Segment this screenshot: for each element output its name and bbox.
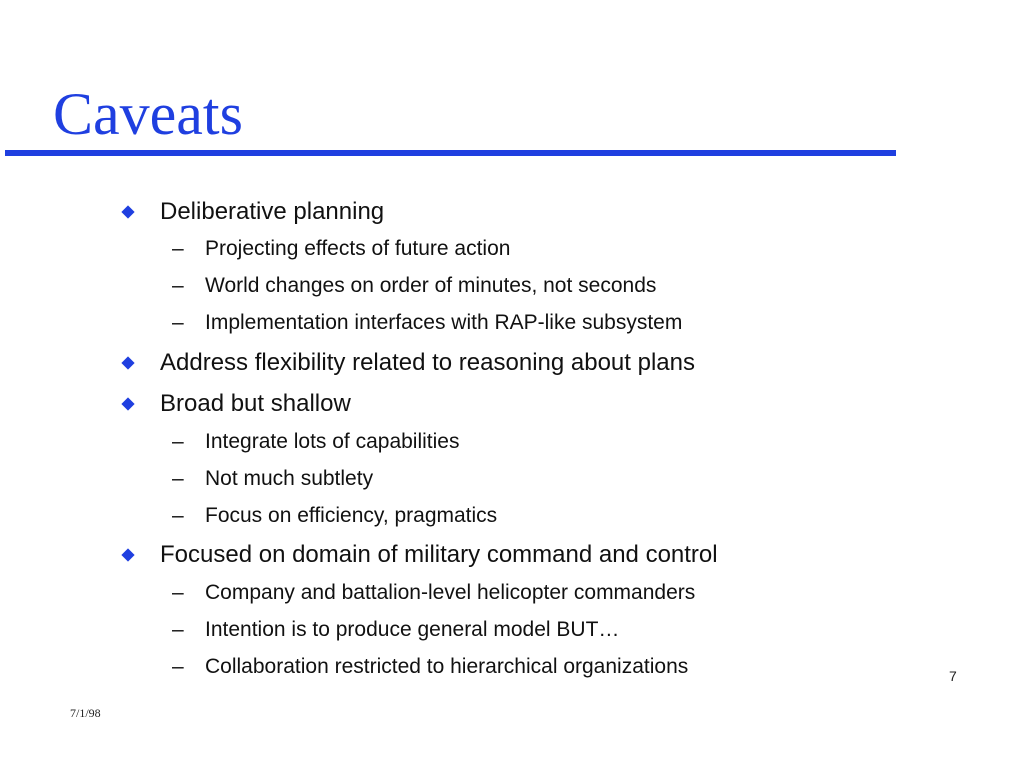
sub-bullet-text: Projecting effects of future action [205, 237, 511, 260]
dash-bullet-icon: – [172, 274, 184, 297]
bullet-text: Address flexibility related to reasoning about plans [160, 349, 695, 376]
sub-bullet-text: Intention is to produce general model BUT… [205, 618, 620, 641]
bullet-text: Deliberative planning [160, 198, 385, 225]
dash-bullet-icon: – [172, 504, 184, 527]
bullet-text: Focused on domain of military command and control [160, 541, 718, 568]
dash-bullet-icon: – [172, 618, 184, 641]
dash-bullet-icon: – [172, 581, 184, 604]
sub-bullet-text: Collaboration restricted to hierarchical organizations [205, 655, 689, 678]
diamond-bullet-icon [121, 205, 134, 218]
slide-date: 7/1/98 [70, 706, 101, 720]
diamond-bullet-icon [121, 548, 134, 561]
dash-bullet-icon: – [172, 311, 184, 334]
sub-bullet-text: Focus on efficiency, pragmatics [205, 504, 498, 527]
sub-bullet-text: Company and battalion-level helicopter commanders [205, 581, 696, 604]
sub-bullet-text: Not much subtlety [205, 467, 374, 490]
dash-bullet-icon: – [172, 467, 184, 490]
dash-bullet-icon: – [172, 655, 184, 678]
dash-bullet-icon: – [172, 430, 184, 453]
sub-bullet-text: World changes on order of minutes, not seconds [205, 274, 657, 297]
bullet-text: Broad but shallow [160, 390, 351, 417]
page-number: 7 [949, 668, 957, 684]
dash-bullet-icon: – [172, 237, 184, 260]
sub-bullet-text: Implementation interfaces with RAP-like subsystem [205, 311, 683, 334]
sub-bullet-text: Integrate lots of capabilities [205, 430, 460, 453]
slide-title: Caveats [53, 81, 243, 147]
diamond-bullet-icon [121, 397, 134, 410]
diamond-bullet-icon [121, 356, 134, 369]
